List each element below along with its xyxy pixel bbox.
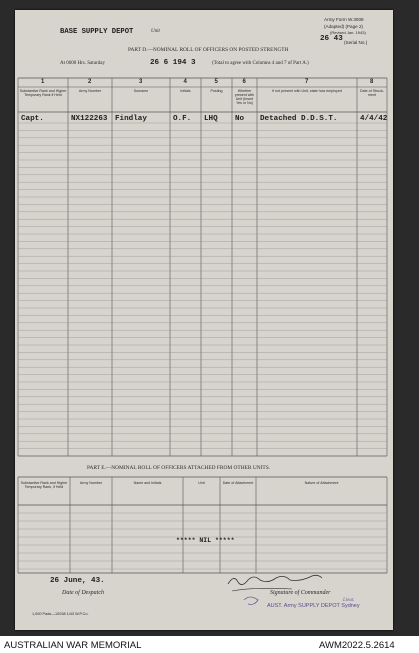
column-number: 8 <box>370 79 374 85</box>
serial-label: (Serial No.) <box>344 40 368 45</box>
table-cell-initials: O.F. <box>173 115 192 123</box>
column-number: 1 <box>41 79 45 85</box>
column-header: Whether present with Unit (Insert Yes or No) <box>234 89 255 105</box>
column-number: 2 <box>88 79 92 85</box>
table-cell-posting: LHQ <box>204 115 218 123</box>
serial-value: 26 43 <box>320 35 343 43</box>
part-e-column-header: Nature of Attachment <box>304 481 339 485</box>
date-value: 26 6 194 3 <box>150 59 196 67</box>
part-d-title: PART D.—NOMINAL ROLL OF OFFICERS ON POSTED STRENGTH <box>128 47 289 53</box>
table-cell-date: 4/4/42 <box>360 115 388 123</box>
table-cell-number: NX122263 <box>71 115 108 123</box>
part-e-column-header: Army Number <box>79 481 103 485</box>
column-header: Date of Struck-ment <box>360 89 384 97</box>
print-note: 1,000 Pads—10038 1/43 W.P.Co. <box>32 612 89 616</box>
part-e-column-header: Unit <box>198 481 205 485</box>
form-adapted: (Adapted) (Page 2) <box>324 24 364 29</box>
part-d-note: (Total to agree with Columns 4 and 7 of Part A.) <box>212 61 309 66</box>
despatch-date: 26 June, 43. <box>50 577 105 585</box>
part-e-column-header: Substantive Rank and Higher Temporary Rank, if Held <box>20 481 68 490</box>
column-number: 5 <box>214 79 218 85</box>
time-prefix: At 0600 Hrs. Saturday <box>60 61 105 66</box>
part-e-column-header: Date of Attachment <box>222 481 254 485</box>
column-number: 4 <box>183 79 187 85</box>
stamp: AUST. Army SUPPLY DEPOT Sydney <box>267 603 360 609</box>
table-cell-present: No <box>235 115 245 123</box>
table-cell-surname: Findlay <box>115 115 147 123</box>
column-number: 3 <box>139 79 143 85</box>
archive-reference: AWM2022.5.2614 <box>319 640 395 651</box>
part-e-title: PART E.—NOMINAL ROLL OF OFFICERS ATTACHED FROM OTHER UNITS. <box>87 465 271 471</box>
column-header: Initials <box>180 89 191 93</box>
part-e-nil: ***** NIL ***** <box>176 537 235 544</box>
column-header: Army Number <box>78 89 102 93</box>
table-cell-employment: Detached D.D.S.T. <box>260 115 338 123</box>
column-header: Substantive Rank and Higher Temporary Rank if Held <box>19 89 67 97</box>
signature-label: Signature of Commander <box>270 590 331 596</box>
table-cell-rank: Capt. <box>21 115 44 123</box>
column-number: 7 <box>305 79 309 85</box>
unit-name: BASE SUPPLY DEPOT <box>60 28 134 36</box>
column-number: 6 <box>242 79 246 85</box>
form-revised: (Revised Jan. 1943) <box>330 30 366 35</box>
column-header: Posting <box>210 89 223 93</box>
archive-caption: AUSTRALIAN WAR MEMORIAL <box>4 640 142 651</box>
svg-text:Lieut.: Lieut. <box>343 598 355 603</box>
unit-label: Unit <box>151 29 160 34</box>
part-e-column-header: Name and Initials <box>133 481 162 485</box>
column-header: Surname <box>133 89 149 93</box>
form-id: Army Form W.3008 <box>324 17 364 22</box>
despatch-label: Date of Despatch <box>62 590 104 596</box>
column-header: If not present with Unit, state how employed <box>272 89 342 93</box>
